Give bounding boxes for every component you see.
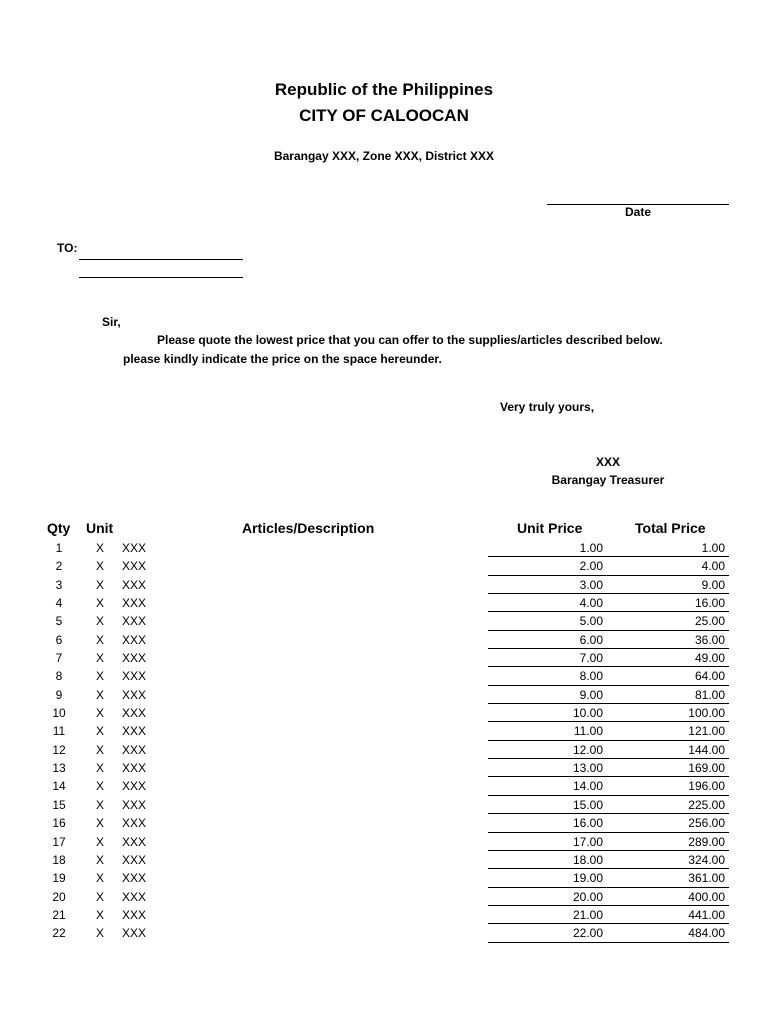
cell-unit-price: 13.00: [572, 761, 603, 776]
cell-unit-price: 22.00: [572, 926, 603, 941]
table-row: [0, 704, 768, 722]
cell-unit: X: [95, 871, 104, 886]
to-label: TO:: [57, 241, 78, 255]
signer-name: XXX: [595, 455, 620, 469]
date-label: Date: [624, 205, 651, 219]
cell-total-price: 121.00: [688, 724, 725, 739]
cell-unit: X: [95, 926, 104, 941]
cell-qty: 17: [52, 834, 66, 849]
cell-unit-price: 8.00: [579, 669, 603, 684]
cell-unit: X: [95, 541, 104, 555]
cell-qty: 4: [55, 596, 63, 611]
cell-qty: 22: [52, 926, 66, 941]
letter-body-line-2: please kindly indicate the price on the space hereunder.: [123, 352, 442, 366]
cell-description: XXX: [122, 651, 147, 666]
cell-description: XXX: [122, 834, 147, 849]
cell-unit: X: [95, 706, 104, 721]
table-row: [0, 576, 768, 594]
cell-qty: 5: [55, 614, 63, 629]
cell-unit-price: 6.00: [579, 632, 603, 647]
cell-unit: X: [95, 596, 104, 611]
table-row: [0, 557, 768, 575]
cell-qty: 3: [55, 577, 63, 592]
cell-description: XXX: [122, 816, 147, 831]
cell-qty: 11: [52, 724, 66, 739]
cell-qty: 20: [52, 889, 66, 904]
table-row: [0, 869, 768, 887]
cell-total-price: 100.00: [688, 706, 725, 721]
letter-body-line-1: Please quote the lowest price that you can offer to the supplies/articles described below.: [157, 333, 663, 347]
table-row: [0, 539, 768, 557]
cell-total-price: 324.00: [688, 852, 725, 867]
cell-unit-price: 18.00: [572, 852, 603, 867]
cell-unit: X: [95, 669, 104, 684]
cell-unit: X: [95, 779, 104, 794]
table-row: [0, 851, 768, 869]
cell-unit-price: 2.00: [579, 559, 603, 574]
cell-description: XXX: [122, 871, 147, 886]
cell-unit: X: [95, 559, 104, 574]
column-header-total-price: Total Price: [635, 520, 706, 536]
cell-unit: X: [95, 852, 104, 867]
cell-unit-price: 14.00: [572, 779, 603, 794]
cell-description: XXX: [122, 687, 147, 702]
cell-total-price: 169.00: [688, 761, 725, 776]
cell-unit: X: [95, 907, 104, 922]
cell-description: XXX: [122, 852, 147, 867]
cell-total-price: 9.00: [701, 577, 725, 592]
cell-qty: 21: [52, 907, 66, 922]
cell-unit: X: [95, 614, 104, 629]
cell-unit: X: [95, 724, 104, 739]
cell-unit-price: 12.00: [572, 742, 603, 757]
cell-description: XXX: [122, 761, 147, 776]
cell-description: XXX: [122, 632, 147, 647]
header-republic: Republic of the Philippines: [274, 80, 494, 99]
table-row: [0, 814, 768, 832]
cell-total-price: 441.00: [688, 907, 725, 922]
header-address: Barangay XXX, Zone XXX, District XXX: [273, 149, 495, 163]
cell-qty: 8: [55, 669, 63, 684]
price-underline: [488, 942, 729, 943]
cell-total-price: 400.00: [688, 889, 725, 904]
cell-total-price: 289.00: [688, 834, 725, 849]
salutation: Sir,: [102, 315, 121, 329]
cell-qty: 6: [55, 632, 63, 647]
column-header-description: Articles/Description: [242, 520, 375, 536]
cell-description: XXX: [122, 541, 147, 555]
cell-unit-price: 11.00: [573, 724, 603, 739]
cell-description: XXX: [122, 706, 147, 721]
cell-total-price: 144.00: [688, 742, 725, 757]
cell-unit: X: [95, 816, 104, 831]
cell-unit: X: [95, 742, 104, 757]
table-row: [0, 906, 768, 924]
cell-qty: 18: [52, 852, 66, 867]
cell-unit-price: 20.00: [572, 889, 603, 904]
column-header-unit-price: Unit Price: [517, 520, 583, 536]
cell-unit-price: 21.00: [572, 907, 603, 922]
cell-description: XXX: [122, 669, 147, 684]
cell-qty: 14: [52, 779, 66, 794]
cell-unit-price: 17.00: [572, 834, 603, 849]
to-blank-line-2: [79, 277, 243, 278]
cell-unit-price: 15.00: [572, 797, 603, 812]
cell-description: XXX: [122, 926, 147, 941]
cell-total-price: 484.00: [688, 926, 725, 941]
cell-unit-price: 1.00: [579, 541, 603, 555]
cell-unit: X: [95, 687, 104, 702]
cell-description: XXX: [122, 889, 147, 904]
cell-total-price: 361.00: [688, 871, 725, 886]
cell-unit: X: [95, 651, 104, 666]
cell-qty: 16: [52, 816, 66, 831]
cell-qty: 12: [52, 742, 66, 757]
cell-qty: 1: [55, 541, 63, 555]
items-table-body: [0, 539, 768, 943]
table-row: [0, 686, 768, 704]
cell-description: XXX: [122, 596, 147, 611]
cell-unit: X: [95, 797, 104, 812]
cell-unit: X: [95, 632, 104, 647]
table-row: [0, 631, 768, 649]
table-row: [0, 888, 768, 906]
letter-closing: Very truly yours,: [500, 400, 595, 414]
cell-unit: X: [95, 577, 104, 592]
cell-description: XXX: [122, 797, 147, 812]
cell-total-price: 81.00: [694, 687, 725, 702]
cell-description: XXX: [122, 614, 147, 629]
cell-unit-price: 19.00: [572, 871, 603, 886]
cell-unit: X: [95, 834, 104, 849]
cell-unit-price: 9.00: [579, 687, 603, 702]
cell-total-price: 256.00: [688, 816, 725, 831]
cell-unit-price: 16.00: [572, 816, 603, 831]
table-row: [0, 833, 768, 851]
cell-qty: 2: [55, 559, 63, 574]
cell-description: XXX: [122, 907, 147, 922]
cell-unit-price: 3.00: [579, 577, 603, 592]
cell-description: XXX: [122, 577, 147, 592]
cell-total-price: 16.00: [694, 596, 725, 611]
cell-qty: 7: [55, 651, 63, 666]
cell-description: XXX: [122, 742, 147, 757]
to-blank-line-1: [79, 259, 243, 260]
cell-description: XXX: [122, 779, 147, 794]
cell-qty: 9: [55, 687, 63, 702]
cell-unit-price: 10.00: [572, 706, 603, 721]
cell-total-price: 49.00: [694, 651, 725, 666]
cell-unit-price: 5.00: [579, 614, 603, 629]
column-header-unit: Unit: [86, 520, 114, 536]
header-city: CITY OF CALOOCAN: [299, 106, 469, 125]
cell-description: XXX: [122, 724, 147, 739]
cell-total-price: 36.00: [694, 632, 725, 647]
table-row: [0, 594, 768, 612]
cell-qty: 10: [52, 706, 66, 721]
table-row: [0, 796, 768, 814]
cell-unit-price: 4.00: [579, 596, 603, 611]
table-row: [0, 777, 768, 795]
cell-qty: 19: [52, 871, 66, 886]
cell-total-price: 4.00: [701, 559, 725, 574]
signer-title: Barangay Treasurer: [551, 473, 665, 487]
cell-total-price: 196.00: [688, 779, 725, 794]
cell-total-price: 1.00: [701, 541, 725, 555]
cell-qty: 15: [52, 797, 66, 812]
table-row: [0, 924, 768, 942]
cell-unit: X: [95, 889, 104, 904]
table-row: [0, 612, 768, 630]
cell-qty: 13: [52, 761, 66, 776]
cell-description: XXX: [122, 559, 147, 574]
table-row: [0, 667, 768, 685]
table-row: [0, 741, 768, 759]
table-row: [0, 649, 768, 667]
cell-total-price: 225.00: [688, 797, 725, 812]
cell-unit: X: [95, 761, 104, 776]
table-row: [0, 722, 768, 740]
column-header-qty: Qty: [47, 520, 71, 536]
cell-unit-price: 7.00: [579, 651, 603, 666]
cell-total-price: 25.00: [694, 614, 725, 629]
table-row: [0, 759, 768, 777]
cell-total-price: 64.00: [694, 669, 725, 684]
